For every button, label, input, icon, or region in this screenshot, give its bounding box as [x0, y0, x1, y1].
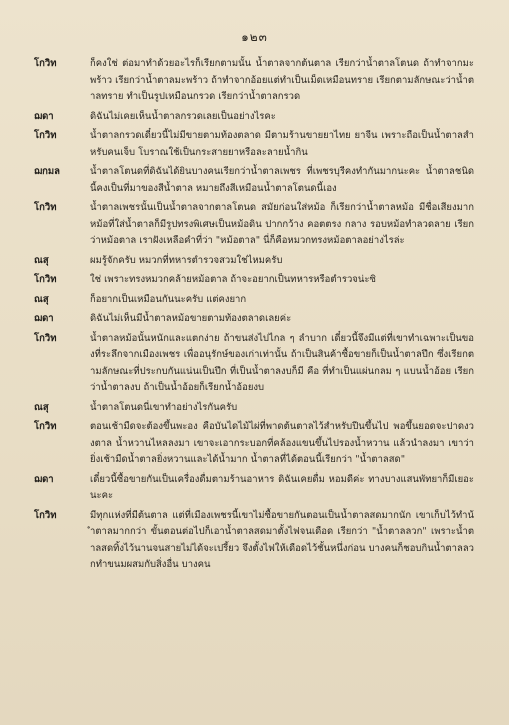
dialogue-text: น้ำตาลหม้อนั้นหนักและแตกง่าย ถ้าขนส่งไปไกล ๆ ลำบาก เดี๋ยวนี้จึงมีแต่ที่เขาทำเฉพาะเป็นของที่ระลึกจากเมืองเพชร เพื่ออนุรักษ์ของเก่าเท่านั้น ถ้าเป็นสินค้าซื้อขายก็เป็นน้ำตาลปึก ซึ่งเรียกตามลักษณะที่ประกบกันแน่นเป็นปึก ที่เป็นน้ำตาลงบก็มี คือ ที่ทำเป็นแผ่นกลม ๆ แบนน้ำอ้อย เรียกว่าน้ำตาลงบ ถ้าเป็นน้ำอ้อยก็เรียกน้ำอ้อยงบ — [90, 332, 474, 393]
dialogue-text: เดี๋ยวนี้ซื้อขายกันเป็นเครื่องดื่มตามร้านอาหาร ดิฉันเคยดื่ม หอมดีค่ะ ทางบางแสนพัทยาก็มีเยอะนะคะ — [90, 473, 474, 501]
dialogue-row — [0, 200, 509, 250]
dialogue-row — [0, 331, 509, 397]
dialogue-text: มีทุกแห่งที่มีต้นตาล แต่ที่เมืองเพชรนี้เขาไม่ซื้อขายกันตอนเป็นน้ำตาลสดมากนัก เขาเก็บไว้ทำน้ำตาลมากกว่า ขั้นตอนต่อไปก็เอาน้ำตาลสดมาตั้งไฟจนเดือด เรียกว่า "น้ำตาลลวก" เพราะน้ำตาลสดทิ้งไว้นานจนสายไม่ได้จะเปรี้ยว จึงตั้งไฟให้เดือดไว้ชั้นหนึ่งก่อน บางคนก็ชอบกินน้ำตาลลวกทำขนมผสมกับสิ่งอื่น บางคน — [90, 509, 474, 570]
dialogue-text: น้ำตาลโตนดที่ดิฉันได้ยินบางคนเรียกว่าน้ำตาลเพชร ที่เพชรบุรีคงทำกันมากนะคะ น้ำตาลชนิดนี้คงเป็นที่มาของสีน้ำตาล หมายถึงสีเหมือนน้ำตาลโตนดนี้เอง — [90, 166, 474, 194]
dialogue-row — [0, 419, 509, 469]
dialogue-row — [0, 472, 509, 505]
speaker-name: ฌดา — [34, 313, 54, 324]
speaker-name: โกวิท — [34, 274, 57, 285]
page-number: ๑๒๓ — [241, 30, 268, 44]
speaker-name: ฌกมล — [34, 166, 60, 177]
dialogue-text: ผมรู้จักครับ หมวกที่ทหารตำรวจสวมใช่ไหมครับ — [90, 254, 283, 266]
dialogue-row — [0, 272, 509, 289]
dialogue-text: น้ำตาลกรวดเดี๋ยวนี้ไม่มีขายตามท้องตลาด มีตามร้านขายยาไทย ยาจีน เพราะถือเป็นน้ำตาลสำหรับคนเจ็บ โบราณใช้เป็นกระสายยาหรือละลายน้ำกิน — [90, 130, 474, 158]
dialogue-text: ดิฉันไม่เห็นมีน้ำตาลหม้อขายตามท้องตลาดเลยค่ะ — [90, 313, 292, 324]
speaker-name: ณสุ — [34, 254, 49, 266]
speaker-name: ฌดา — [34, 473, 54, 485]
dialogue-row — [0, 292, 509, 309]
dialogue-text: น้ำตาลเพชรนั้นเป็นน้ำตาลจากตาลโตนด สมัยก่อนใส่หม้อ ก็เรียกว่าน้ำตาลหม้อ มีชื่อเสียงมาก หม้อที่ใส่น้ำตาลก็มีรูปทรงพิเศษเป็นหม้อดิน ปากกว้าง คอตตรง กลาง รอบหม้อทำลวดลาย เรียกว่าหม้อตาล เราฝังเหลือคำที่ว่า "หม้อตาล" นี่ก็คือหมวกทรงหม้อตาลอย่างไรล่ะ — [90, 202, 474, 246]
dialogue-text: ใช่ เพราะทรงหมวกคล้ายหม้อตาล ถ้าจะอยากเป็นทหารหรือตำรวจน่ะซิ — [90, 274, 376, 285]
dialogue-row — [0, 400, 509, 417]
dialogue-row — [0, 128, 509, 161]
speaker-name: โกวิท — [34, 509, 57, 521]
dialogue-row — [0, 164, 509, 197]
dialogue-text: ก็อยากเป็นเหมือนกันนะครับ แต่คงยาก — [90, 293, 247, 305]
dialogue-text: ก็คงใช่ ต่อมาทำด้วยอะไรก็เรียกตามนั้น น้ำตาลจากต้นตาล เรียกว่าน้ำตาลโตนด ถ้าทำจากมะพร้าว เรียกว่าน้ำตาลมะพร้าว ถ้าทำจากอ้อยแต่ทำเป็นเม็ดเหมือนทราย เรียกตามลักษณะว่าน้ำตาลทราย ทำเป็นรูปเหมือนกรวด เรียกว่าน้ำตาลกรวด — [90, 58, 474, 102]
dialogue-row — [0, 508, 509, 574]
dialogue-row — [0, 253, 509, 270]
dialogue-text: ตอนเช้ามืดจะต้องขึ้นพะอง คือบันไดไม้ไผ่ที่พาดต้นตาลไว้สำหรับปีนขึ้นไป พอขึ้นยอดจะปาดงวงตาล น้ำหวานไหลลงมา เขาจะเอากระบอกที่คล้องแขนขึ้นไปรองน้ำหวาน แล้วนำลงมา เขาว่ายิ่งเช้ามืดน้ำตาลยิ่งหวานและได้น้ำมาก น้ำตาลที่ได้ตอนนี้เรียกว่า "น้ำตาลสด" — [90, 421, 474, 465]
dialogue-text: ดิฉันไม่เคยเห็นน้ำตาลกรวดเลยเป็นอย่างไรคะ — [90, 110, 276, 122]
dialogue-text: น้ำตาลโตนดนี่เขาทำอย่างไรกันครับ — [90, 401, 238, 413]
speaker-name: โกวิท — [34, 130, 57, 141]
dialogue-row — [0, 109, 509, 126]
speaker-name: โกวิท — [34, 58, 57, 69]
speaker-name: โกวิท — [34, 421, 57, 432]
speaker-name: ณสุ — [34, 293, 49, 305]
dialogue-row — [0, 56, 509, 106]
speaker-name: ฌดา — [34, 110, 54, 122]
speaker-name: ณสุ — [34, 401, 49, 413]
speaker-name: โกวิท — [34, 332, 57, 344]
dialogue — [0, 56, 509, 577]
dialogue-row — [0, 311, 509, 328]
speaker-name: โกวิท — [34, 202, 57, 213]
